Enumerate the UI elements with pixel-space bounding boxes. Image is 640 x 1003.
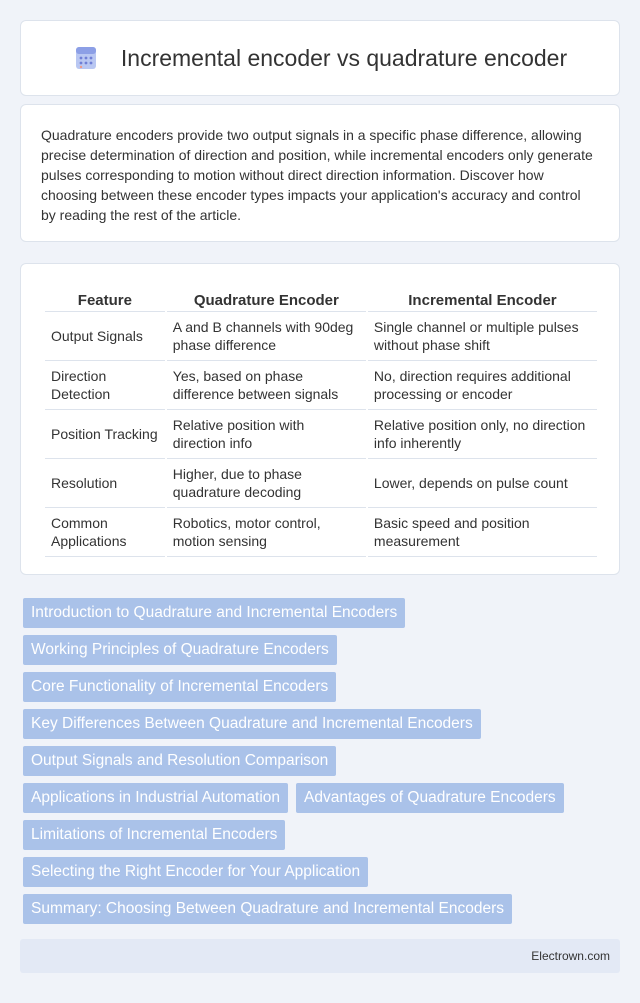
table-cell: Direction Detection xyxy=(45,361,165,410)
topic-link-advantages[interactable]: Advantages of Quadrature Encoders xyxy=(296,783,564,813)
comparison-table xyxy=(43,284,599,557)
topic-link-applications[interactable]: Applications in Industrial Automation xyxy=(23,783,288,813)
table-cell: Lower, depends on pulse count xyxy=(368,459,597,508)
table-cell: Common Applications xyxy=(45,508,165,557)
topic-link-limitations[interactable]: Limitations of Incremental Encoders xyxy=(23,820,285,850)
table-cell: Robotics, motor control, motion sensing xyxy=(167,508,366,557)
table-cell: No, direction requires additional processing or encoder xyxy=(368,361,597,410)
table-cell: Higher, due to phase quadrature decoding xyxy=(167,459,366,508)
table-row xyxy=(45,508,597,557)
intro-card xyxy=(20,104,620,242)
table-row xyxy=(45,410,597,459)
topic-link-output-signals[interactable]: Output Signals and Resolution Comparison xyxy=(23,746,336,776)
topic-links xyxy=(20,598,620,931)
table-cell: Basic speed and position measurement xyxy=(368,508,597,557)
table-cell: Position Tracking xyxy=(45,410,165,459)
topic-link-selecting[interactable]: Selecting the Right Encoder for Your Application xyxy=(23,857,368,887)
table-cell: Yes, based on phase difference between signals xyxy=(167,361,366,410)
table-row xyxy=(45,312,597,361)
table-cell: Resolution xyxy=(45,459,165,508)
table-row xyxy=(45,459,597,508)
table-cell: A and B channels with 90deg phase difference xyxy=(167,312,366,361)
page-title: Incremental encoder vs quadrature encoder xyxy=(120,44,568,71)
table-cell: Single channel or multiple pulses without phase shift xyxy=(368,312,597,361)
table-header-row xyxy=(45,284,597,312)
topic-link-key-differences[interactable]: Key Differences Between Quadrature and Incremental Encoders xyxy=(23,709,481,739)
topic-link-working-principles[interactable]: Working Principles of Quadrature Encoders xyxy=(23,635,337,665)
header-card xyxy=(20,20,620,96)
footer-site-link[interactable]: Electrown.com xyxy=(531,949,610,963)
topic-link-core-functionality[interactable]: Core Functionality of Incremental Encoders xyxy=(23,672,336,702)
table-header-cell: Quadrature Encoder xyxy=(167,284,366,312)
topic-link-introduction[interactable]: Introduction to Quadrature and Incremental Encoders xyxy=(23,598,405,628)
comparison-table-card xyxy=(20,263,620,575)
table-cell: Output Signals xyxy=(45,312,165,361)
table-cell: Relative position with direction info xyxy=(167,410,366,459)
topic-link-summary[interactable]: Summary: Choosing Between Quadrature and Incremental Encoders xyxy=(23,894,512,924)
calculator-icon xyxy=(73,45,99,71)
table-row xyxy=(45,361,597,410)
table-header-cell: Feature xyxy=(45,284,165,312)
table-cell: Relative position only, no direction info inherently xyxy=(368,410,597,459)
footer xyxy=(20,939,620,973)
table-header-cell: Incremental Encoder xyxy=(368,284,597,312)
intro-text: Quadrature encoders provide two output signals in a specific phase difference, allowing precise determination of direction and position, while incremental encoders only generate pulses corresponding to motion without direct direction information. Discover how choosing between these encoder types impacts your application's accuracy and control by reading the rest of the article. xyxy=(41,127,593,223)
